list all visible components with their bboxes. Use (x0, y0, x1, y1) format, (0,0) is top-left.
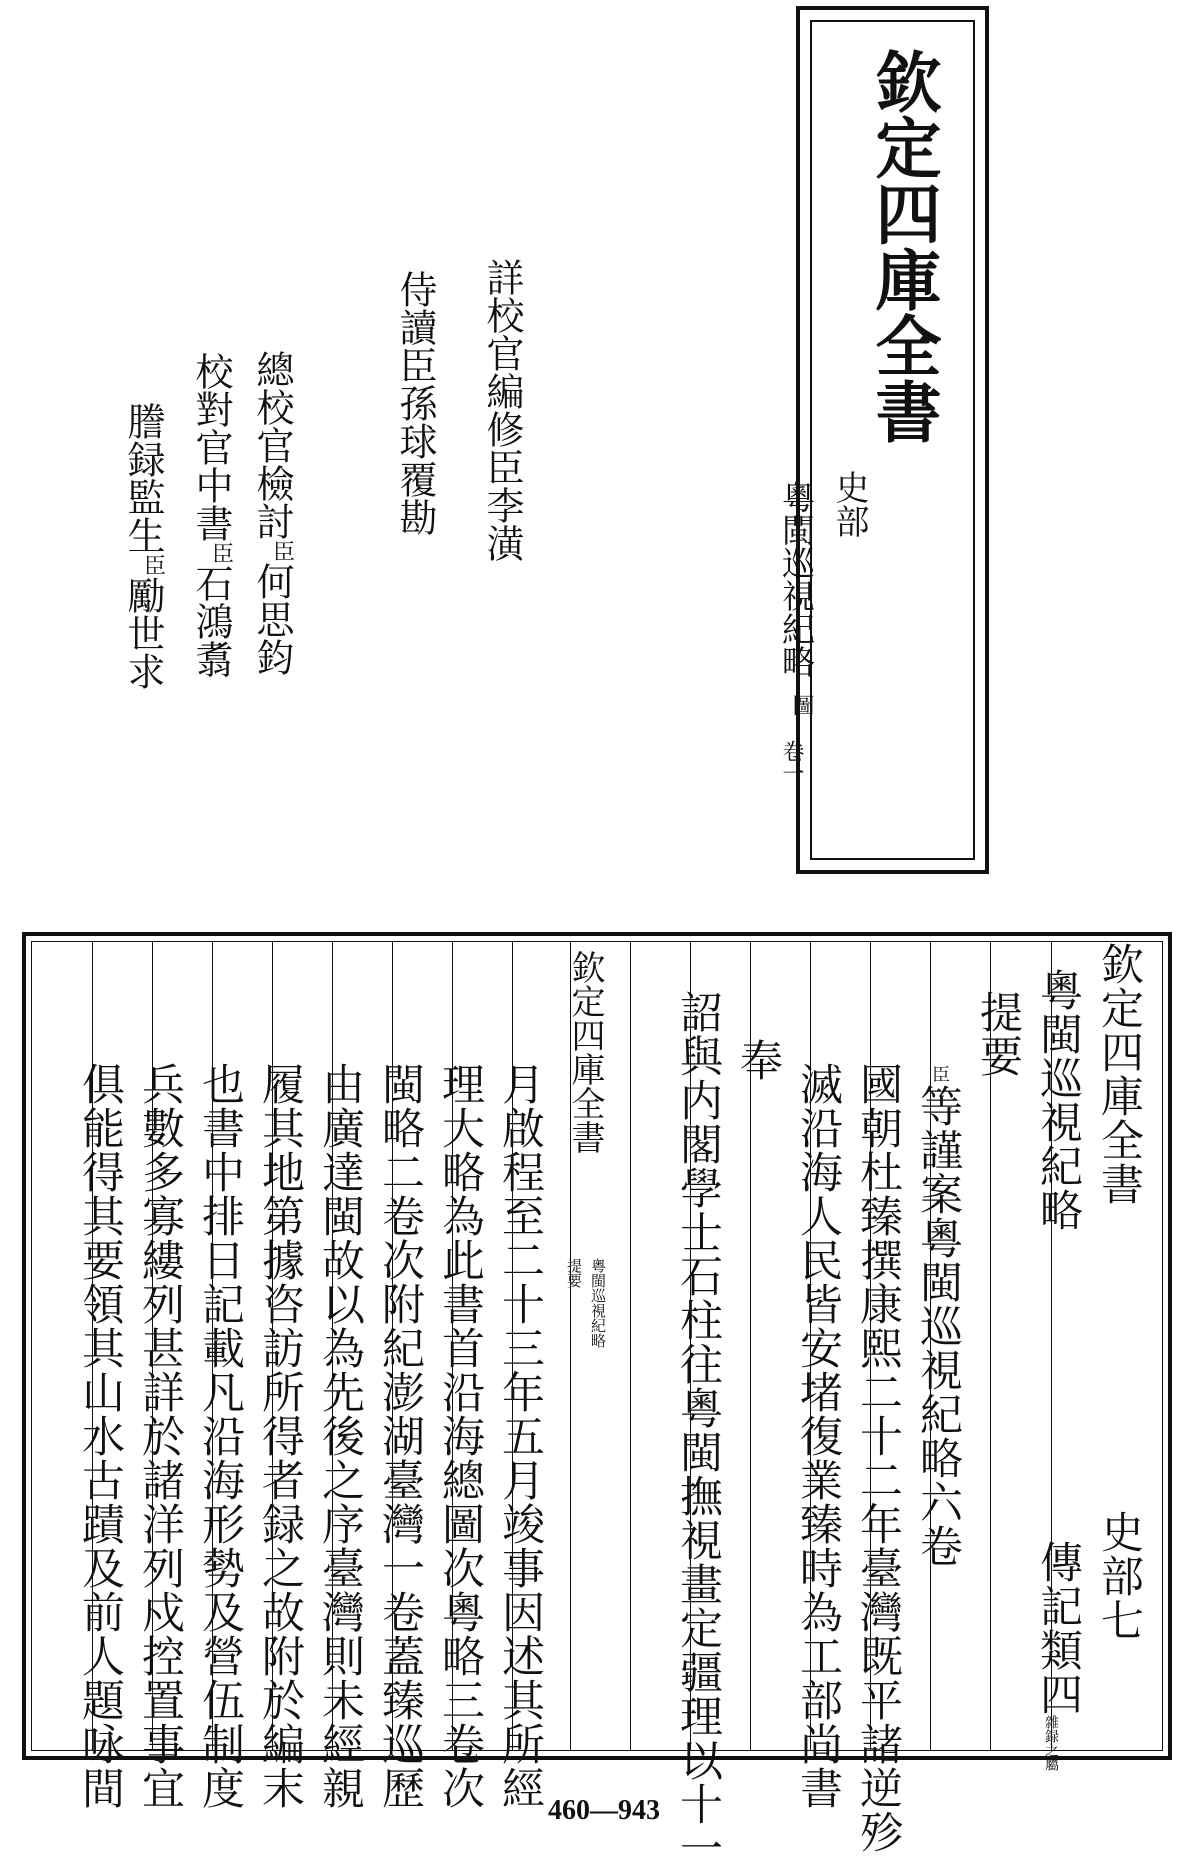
text-chen-small: 臣 (929, 1065, 950, 1083)
credit-copyist (121, 402, 166, 690)
text-column-8: 詔與内閣學士石柱往粵閩撫視畫定疆理以十一 (673, 990, 723, 1870)
title-plaque-inner-border (777, 20, 975, 860)
page-category: 傳記類四 (1033, 1540, 1083, 1716)
title-book-name: 粵閩巡視紀略 (777, 480, 816, 678)
text-column-10: 月啟程至二十三年五月竣事因述其所經 (495, 1062, 545, 1810)
credit-copyist-name: 勵世求 (121, 576, 165, 690)
credit-chief-title: 總校官檢討 (250, 350, 294, 540)
text-column-11: 理大略為此書首沿海總圖次粵略三卷次 (435, 1062, 485, 1810)
credit-chief-proofreader (250, 350, 295, 676)
credit-collator-title: 校對官中書 (189, 352, 233, 542)
abstract-label: 提要 (973, 990, 1023, 1078)
page-section: 史部七 (1094, 1510, 1144, 1642)
title-section: 史部 (829, 470, 869, 538)
fold-book-title: 粵閩巡視紀略 (589, 1258, 607, 1348)
title-volume: 卷一 (779, 740, 804, 784)
credit-collator-name: 石鴻翥 (189, 564, 233, 678)
page-subcategory: 雜録之屬 (1043, 1715, 1059, 1771)
title-plaque (777, 6, 989, 874)
credit-collator (189, 352, 234, 678)
title-tu: 圖 (789, 694, 814, 716)
text-column-6: 滅沿海人民皆安堵復業臻時為工部尚書 (793, 1062, 843, 1810)
credit-collator-chen: 臣 (208, 542, 234, 564)
credit-chief-name: 何思鈞 (250, 562, 294, 676)
text-column-13: 由廣達閩故以為先後之序臺灣則未經親 (315, 1062, 365, 1810)
text-column-15: 也書中排日記載凡沿海形勢及營伍制度 (195, 1062, 245, 1810)
text-column-7: 奉 (733, 1038, 783, 1082)
page-heading: 欽定四庫全書 (1094, 942, 1144, 1206)
credit-reviewer: 侍讀臣孫球覆勘 (393, 270, 437, 536)
column-rule (630, 942, 631, 1750)
page-number: 460—943 (548, 1795, 660, 1826)
text-column-5: 國朝杜臻撰康熙二十二年臺灣既平諸逆殄 (853, 1062, 903, 1854)
credit-chief-chen: 臣 (269, 540, 295, 562)
text-column-4: 等謹案粵閩巡視紀略六卷 (913, 1084, 963, 1568)
text-column-16: 兵數多寡縷列甚詳於諸洋列戍控置事宜 (135, 1062, 185, 1810)
credit-detailed-proofreader: 詳校官編修臣李潢 (480, 258, 524, 562)
credit-copyist-chen: 臣 (140, 554, 166, 576)
credit-copyist-title: 謄録監生 (121, 402, 165, 554)
text-column-14: 履其地第據咨訪所得者録之故附於編末 (255, 1062, 305, 1810)
fold-abstract: 提要 (565, 1258, 583, 1288)
page-book-title: 粵閩巡視紀略 (1033, 968, 1083, 1232)
main-title: 欽定四庫全書 (864, 48, 942, 444)
text-column-12: 閩略二卷次附紀澎湖臺灣一卷蓋臻巡歷 (375, 1062, 425, 1810)
fold-heading: 欽定四庫全書 (565, 950, 605, 1154)
text-column-17: 俱能得其要領其山水古蹟及前人題咏間 (75, 1062, 125, 1810)
